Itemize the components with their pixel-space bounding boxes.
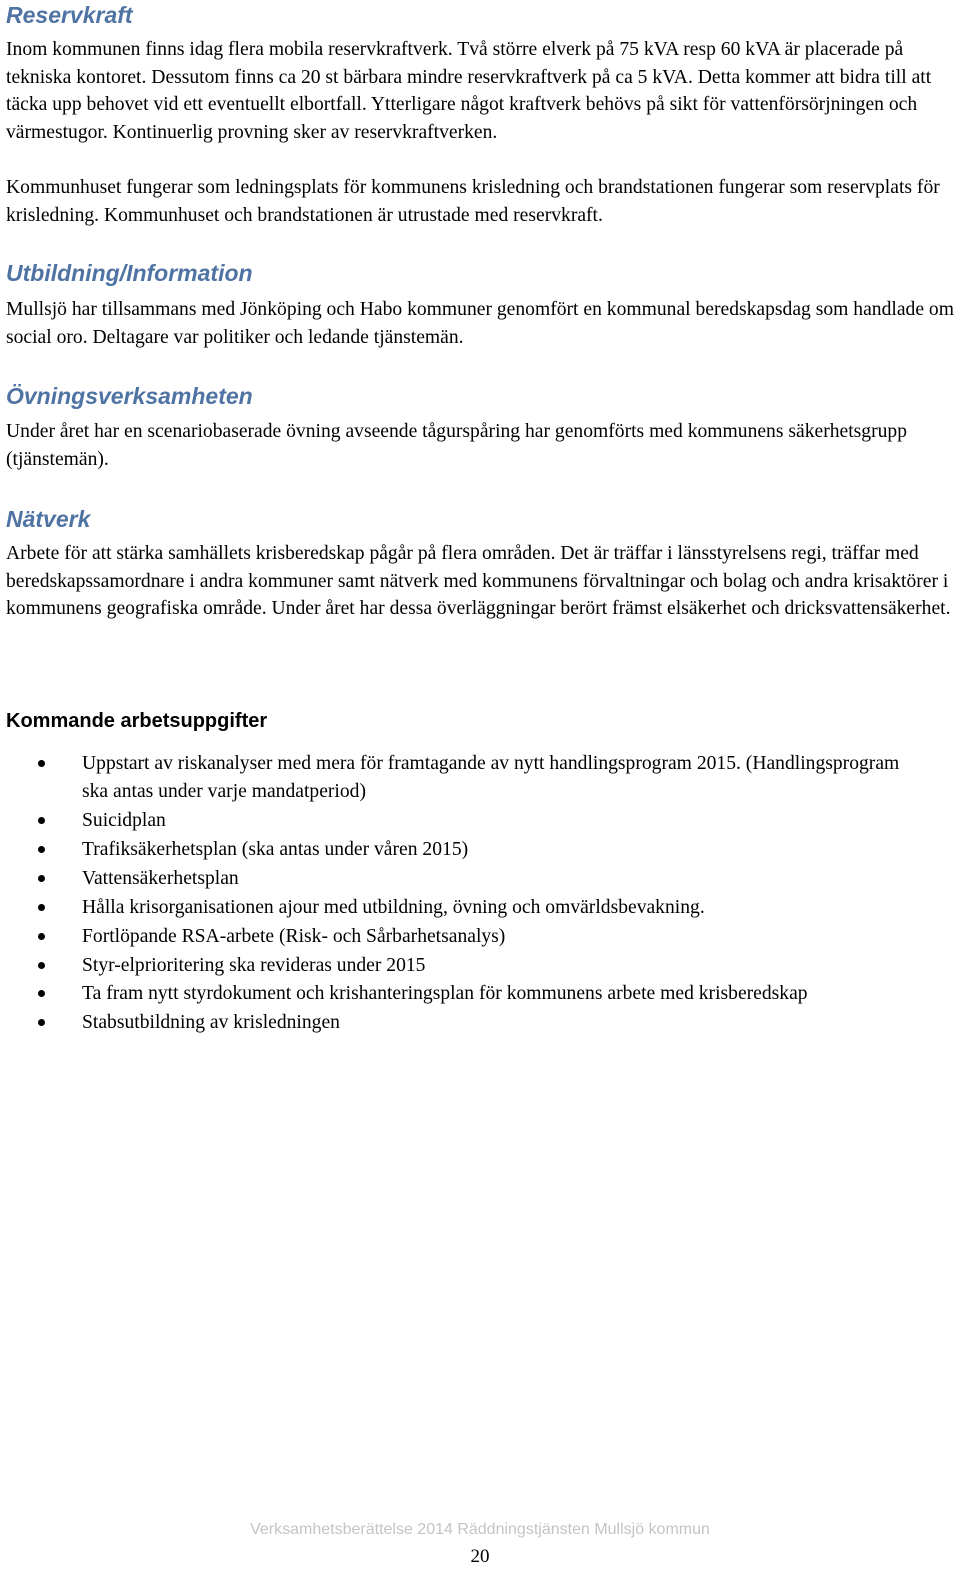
heading-reservkraft: Reservkraft bbox=[6, 2, 133, 28]
paragraph-reservkraft-2: Kommunhuset fungerar som ledningsplats för kommunens krisledning och brandstationen fungerar som reservplats för krisledning. Kommunhuset och brandstationen är utrustade med reservkraft. bbox=[6, 177, 940, 226]
list-item: Suicidplan bbox=[0, 807, 902, 835]
heading-utbildning: Utbildning/Information bbox=[6, 260, 253, 286]
paragraph-natverk: Arbete för att stärka samhällets krisberedskap pågår på flera områden. Det är träffar i länsstyrelsens regi, träffar med beredskapssamordnare i andra kommuner samt nätverk med kommunens förvaltningar och bolag och andra krisaktörer i kommunens geografiska område. Under året har dessa överläggningar berört främst elsäkerhet och dricksvattensäkerhet. bbox=[6, 543, 951, 620]
bullet-icon bbox=[38, 760, 45, 767]
bullet-icon bbox=[38, 933, 45, 940]
bullet-icon bbox=[38, 904, 45, 911]
list-item: Hålla krisorganisationen ajour med utbildning, övning och omvärldsbevakning. bbox=[0, 894, 902, 922]
list-item: Uppstart av riskanalyser med mera för framtagande av nytt handlingsprogram 2015. (Handlingsprogram ska antas under varje mandatperiod) bbox=[0, 750, 902, 805]
list-item: Trafiksäkerhetsplan (ska antas under våren 2015) bbox=[0, 836, 902, 864]
heading-natverk: Nätverk bbox=[6, 506, 91, 532]
heading-ovningsverksamheten: Övningsverksamheten bbox=[6, 383, 253, 409]
page-footer: Verksamhetsberättelse 2014 Räddningstjänsten Mullsjö kommun bbox=[250, 1521, 710, 1538]
bullet-icon bbox=[38, 875, 45, 882]
bullet-icon bbox=[38, 846, 45, 853]
list-item: Stabsutbildning av krisledningen bbox=[0, 1009, 902, 1037]
bullet-icon bbox=[38, 1019, 45, 1026]
list-item: Vattensäkerhetsplan bbox=[0, 865, 902, 893]
list-item: Ta fram nytt styrdokument och krishanteringsplan för kommunens arbete med krisberedskap bbox=[0, 980, 902, 1008]
paragraph-utbildning: Mullsjö har tillsammans med Jönköping och Habo kommuner genomfört en kommunal beredskapsdag som handlade om social oro. Deltagare var politiker och ledande tjänstemän. bbox=[6, 299, 954, 348]
list-item: Styr-elprioritering ska revideras under 2015 bbox=[0, 952, 902, 980]
paragraph-ovningsverksamheten: Under året har en scenariobaserade övning avseende tågurspåring har genomförts med kommunens säkerhetsgrupp (tjänstemän). bbox=[6, 421, 907, 470]
task-list bbox=[0, 750, 960, 1038]
page-number: 20 bbox=[470, 1546, 490, 1567]
bullet-icon bbox=[38, 817, 45, 824]
list-item: Fortlöpande RSA-arbete (Risk- och Sårbarhetsanalys) bbox=[0, 923, 902, 951]
bullet-icon bbox=[38, 962, 45, 969]
bullet-icon bbox=[38, 990, 45, 997]
paragraph-reservkraft-1: Inom kommunen finns idag flera mobila reservkraftverk. Två större elverk på 75 kVA resp 60 kVA är placerade på tekniska kontoret. Dessutom finns ca 20 st bärbara mindre reservkraftverk på ca 5 kVA. Detta kommer att bidra till att täcka upp behovet vid ett eventuellt elbortfall. Ytterligare något kraftverk behövs på sikt för vattenförsörjningen och värmestugor. Kontinuerlig provning sker av reservkraftverken. bbox=[6, 39, 932, 143]
heading-kommande-arbetsuppgifter: Kommande arbetsuppgifter bbox=[6, 710, 268, 732]
